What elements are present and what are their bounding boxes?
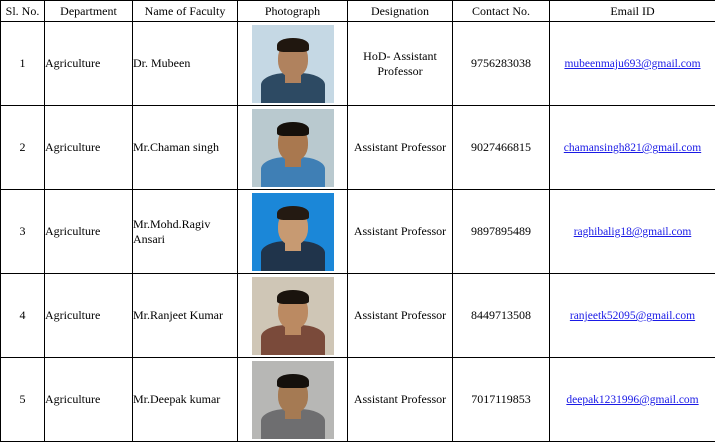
- cell-designation: Assistant Professor: [348, 106, 453, 190]
- faculty-photo-image: [252, 277, 334, 355]
- cell-contact-no: 9897895489: [453, 190, 550, 274]
- column-header-name-of-faculty: Name of Faculty: [133, 1, 238, 22]
- cell-faculty-name: Dr. Mubeen: [133, 22, 238, 106]
- table-header: [1, 1, 715, 22]
- cell-contact-no: 7017119853: [453, 358, 550, 442]
- cell-contact-no: 8449713508: [453, 274, 550, 358]
- cell-email-id: [550, 22, 715, 106]
- table-header-row: [1, 1, 715, 22]
- cell-department: Agriculture: [45, 358, 133, 442]
- cell-email-id: [550, 106, 715, 190]
- email-link[interactable]: deepak1231996@gmail.com: [566, 394, 699, 406]
- column-header-department: Department: [45, 1, 133, 22]
- cell-email-id: [550, 190, 715, 274]
- table-row: [1, 22, 715, 106]
- email-link[interactable]: mubeenmaju693@gmail.com: [564, 58, 701, 70]
- cell-sl-no: 1: [1, 22, 45, 106]
- cell-contact-no: 9756283038: [453, 22, 550, 106]
- cell-email-id: [550, 274, 715, 358]
- cell-faculty-name: Mr.Deepak kumar: [133, 358, 238, 442]
- cell-sl-no: 4: [1, 274, 45, 358]
- cell-photograph: [238, 22, 348, 106]
- column-header-photograph: Photograph: [238, 1, 348, 22]
- cell-sl-no: 2: [1, 106, 45, 190]
- table-body: [1, 22, 715, 442]
- email-link[interactable]: raghibalig18@gmail.com: [573, 226, 692, 238]
- table-row: [1, 106, 715, 190]
- faculty-photo-image: [252, 361, 334, 439]
- cell-photograph: [238, 106, 348, 190]
- cell-photograph: [238, 358, 348, 442]
- cell-faculty-name: Mr.Mohd.Ragiv Ansari: [133, 190, 238, 274]
- cell-photograph: [238, 190, 348, 274]
- column-header-email-id: Email ID: [550, 1, 715, 22]
- cell-sl-no: 3: [1, 190, 45, 274]
- cell-department: Agriculture: [45, 190, 133, 274]
- faculty-photo-image: [252, 193, 334, 271]
- cell-faculty-name: Mr.Chaman singh: [133, 106, 238, 190]
- column-header-designation: Designation: [348, 1, 453, 22]
- table-row: [1, 358, 715, 442]
- cell-designation: Assistant Professor: [348, 358, 453, 442]
- cell-department: Agriculture: [45, 22, 133, 106]
- table-row: [1, 190, 715, 274]
- faculty-photo-image: [252, 25, 334, 103]
- email-link[interactable]: chamansingh821@gmail.com: [563, 142, 702, 154]
- cell-sl-no: 5: [1, 358, 45, 442]
- cell-designation: Assistant Professor: [348, 274, 453, 358]
- cell-department: Agriculture: [45, 274, 133, 358]
- cell-department: Agriculture: [45, 106, 133, 190]
- cell-designation: Assistant Professor: [348, 190, 453, 274]
- faculty-photo-image: [252, 109, 334, 187]
- cell-designation: HoD- Assistant Professor: [348, 22, 453, 106]
- cell-faculty-name: Mr.Ranjeet Kumar: [133, 274, 238, 358]
- cell-photograph: [238, 274, 348, 358]
- cell-contact-no: 9027466815: [453, 106, 550, 190]
- cell-email-id: [550, 358, 715, 442]
- email-link[interactable]: ranjeetk52095@gmail.com: [569, 310, 696, 322]
- column-header-sl-no: Sl. No.: [1, 1, 45, 22]
- table-row: [1, 274, 715, 358]
- column-header-contact-no: Contact No.: [453, 1, 550, 22]
